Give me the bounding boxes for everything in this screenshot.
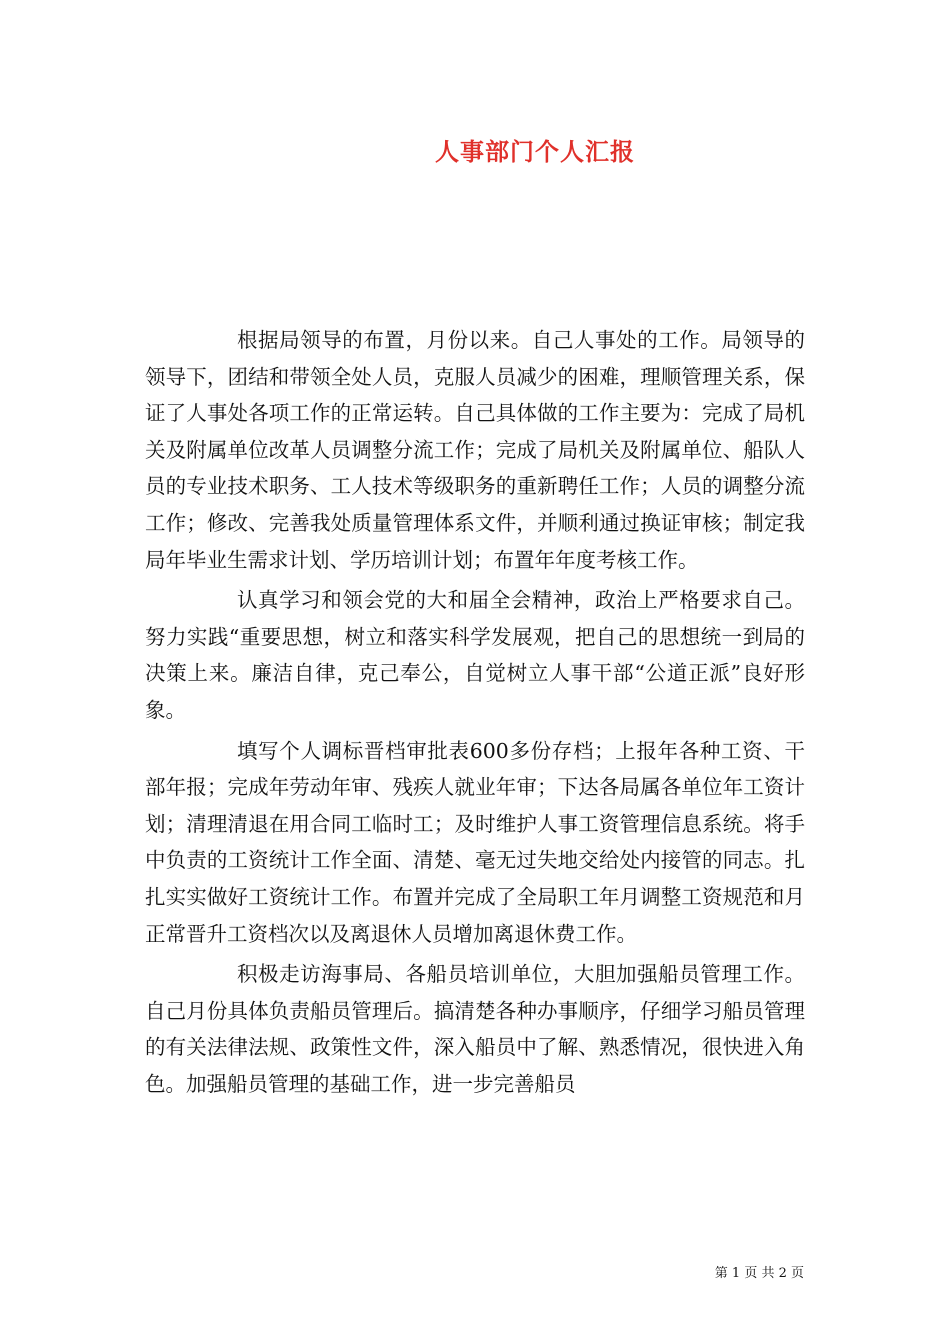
- page-number-footer: 第 1 页 共 2 页: [714, 1266, 804, 1281]
- document-title: 人事部门个人汇报: [435, 137, 635, 166]
- paragraph-3: 填写个人调标晋档审批表600多份存档；上报年各种工资、干部年报；完成年劳动年审、残疾人就业年审；下达各局属各单位年工资计划；清理清退在用合同工临时工；及时维护人事工资管理信息系统。将手中负责的工资统计工作全面、清楚、毫无过失地交给处内接管的同志。扎扎实实做好工资统计工作。布置并完成了全局职工年月调整工资规范和月正常晋升工资档次以及离退休人员增加离退休费工作。: [145, 738, 805, 946]
- document-body: [145, 322, 805, 1102]
- paragraph-2: 认真学习和领会党的大和届全会精神，政治上严格要求自己。努力实践“重要思想，树立和落实科学发展观，把自己的思想统一到局的决策上来。廉洁自律，克己奉公，自觉树立人事干部“公道正派”良好形象。: [145, 588, 805, 722]
- paragraph-4: 积极走访海事局、各船员培训单位，大胆加强船员管理工作。自己月份具体负责船员管理后。搞清楚各种办事顺序，仔细学习船员管理的有关法律法规、政策性文件，深入船员中了解、熟悉情况，很快进入角色。加强船员管理的基础工作，进一步完善船员: [145, 962, 805, 1096]
- paragraph-1: 根据局领导的布置，月份以来。自己人事处的工作。局领导的领导下，团结和带领全处人员，克服人员减少的困难，理顺管理关系，保证了人事处各项工作的正常运转。自己具体做的工作主要为：完成了局机关及附属单位改革人员调整分流工作；完成了局机关及附属单位、船队人员的专业技术职务、工人技术等级职务的重新聘任工作；人员的调整分流工作；修改、完善我处质量管理体系文件，并顺利通过换证审核；制定我局年毕业生需求计划、学历培训计划；布置年年度考核工作。: [145, 328, 805, 572]
